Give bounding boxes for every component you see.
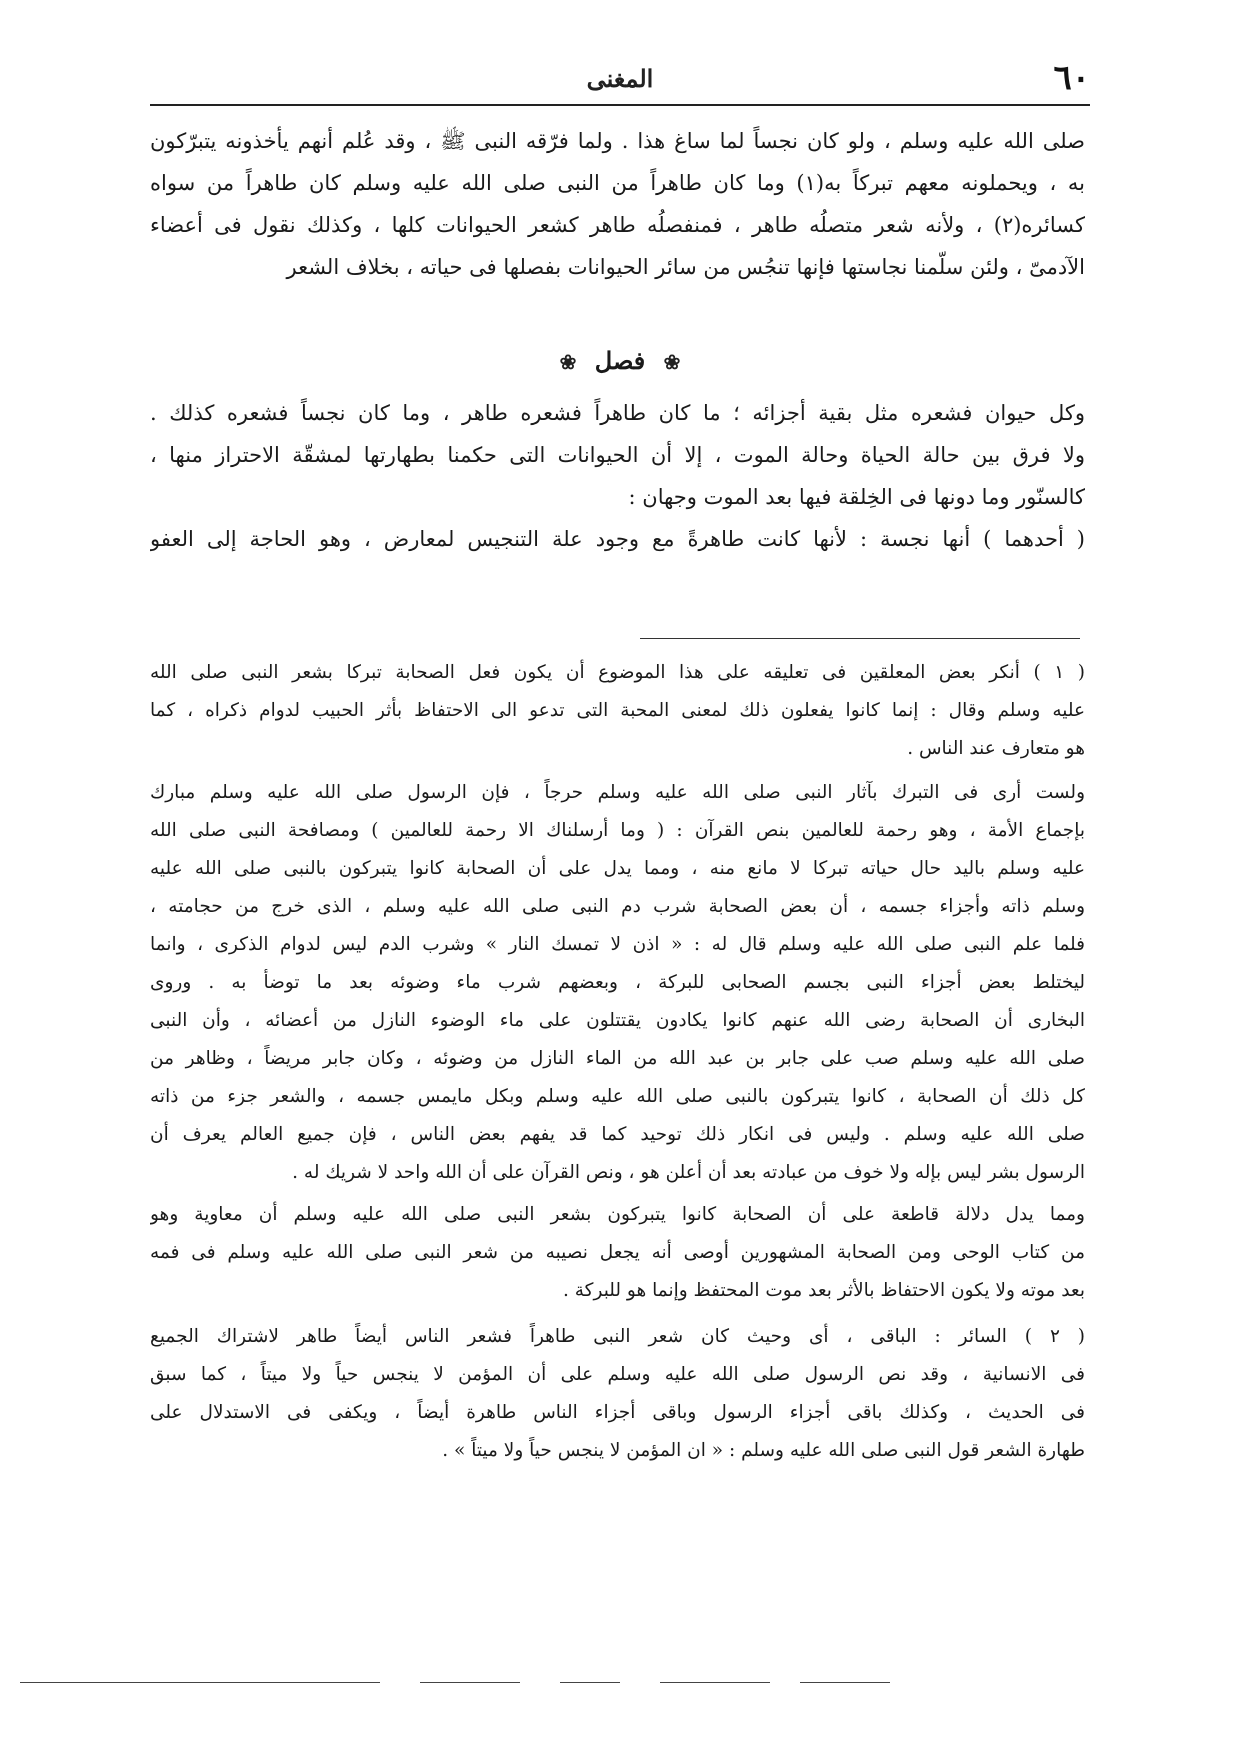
footnote-1-continuation-2	[150, 1196, 1085, 1310]
bottom-rule	[660, 1682, 770, 1683]
footnote-1	[150, 654, 1085, 768]
footnote-line: ولست أرى فى التبرك بآثار النبى صلى الله عليه وسلم حرجاً ، فإن الرسول صلى الله عليه وسلم مبارك	[150, 782, 1085, 803]
text-line: الآدمىّ ، ولئن سلّمنا نجاستها فإنها تنجُس من سائر الحيوانات بفصلها فى حياته ، بخلاف الشعر	[286, 255, 1085, 279]
footnote-line: فلما علم النبى صلى الله عليه وسلم قال له : « اذن لا تمسك النار » وشرب الدم ليس لدوام الذكرى ، وانما	[150, 934, 1085, 955]
footnote-line: كل ذلك أن الصحابة ، كانوا يتبركون بالنبى صلى الله عليه وسلم وبكل مايمس جسمه ، والشعر جزء من ذاته	[150, 1086, 1085, 1107]
text-line: صلى الله عليه وسلم ، ولو كان نجساً لما ساغ هذا . ولما فرّقه النبى ﷺ ، وقد عُلم أنهم يأخذونه يتبرّكون	[150, 129, 1085, 153]
footnote-line: وسلم ذاته وأجزاء جسمه ، أن بعض الصحابة شرب دم النبى صلى الله عليه وسلم ، الذى خرج من حجامته ،	[150, 896, 1085, 917]
text-line: كسائره(٢) ، ولأنه شعر متصلُه طاهر ، فمنفصلُه طاهر كشعر الحيوانات كلها ، وكذلك نقول فى أعضاء	[150, 213, 1085, 237]
text-line: وكل حيوان فشعره مثل بقية أجزائه ؛ ما كان طاهراً فشعره طاهر ، وما كان نجساً فشعره كذلك .	[150, 401, 1085, 425]
footnote-line: ( ٢ ) السائر : الباقى ، أى وحيث كان شعر النبى طاهراً فشعر الناس أيضاً طاهر لاشتراك الجميع	[150, 1326, 1085, 1347]
header-divider	[150, 104, 1090, 106]
footnote-divider	[640, 638, 1080, 639]
ornament-left-icon: ❀	[663, 350, 681, 374]
bottom-rule	[800, 1682, 890, 1683]
page-number: ٦٠	[1053, 58, 1090, 98]
footnote-line: عليه وسلم وقال : إنما كانوا يفعلون ذلك لمعنى المحبة التى تدعو الى الاحتفاظ بأثر الحبيب لدوام ذكراه ، كما	[150, 700, 1085, 721]
book-title: المغنى	[586, 64, 654, 93]
page-header	[150, 58, 1090, 108]
footnote-line: من كتاب الوحى ومن الصحابة المشهورين أوصى أنه يجعل نصيبه من شعر النبى صلى الله عليه وسلم فى فمه	[150, 1242, 1085, 1263]
footnote-line: بعد موته ولا يكون الاحتفاظ بالأثر بعد موت المحتفظ وإنما هو للبركة .	[563, 1280, 1085, 1301]
bottom-rule	[560, 1682, 620, 1683]
footnote-2	[150, 1318, 1085, 1470]
footnote-line: فى الحديث ، وكذلك باقى أجزاء الرسول وباقى أجزاء الناس طاهرة أيضاً ، ويكفى فى الاستدلال على	[150, 1402, 1085, 1423]
section-heading-text: فصل	[594, 346, 646, 375]
footnote-1-continuation	[150, 774, 1085, 1192]
text-line: ولا فرق بين حالة الحياة وحالة الموت ، إلا أن الحيوانات التى حكمنا بطهارتها لمشقّة الاحتراز منها ،	[150, 443, 1085, 467]
footnote-line: الرسول بشر ليس بإله ولا خوف من عبادته بعد أن أعلن هو ، ونص القرآن على أن الله واحد لا شريك له .	[292, 1162, 1085, 1183]
text-line: به ، ويحملونه معهم تبركاً به(١) وما كان طاهراً من النبى صلى الله عليه وسلم كان طاهراً من سواه	[150, 171, 1085, 195]
footnote-line: البخارى أن الصحابة رضى الله عنهم كانوا يكادون يقتتلون على ماء الوضوء النازل من أعضائه ، وأن النبى	[150, 1010, 1085, 1031]
footnote-line: طهارة الشعر قول النبى صلى الله عليه وسلم : « ان المؤمن لا ينجس حياً ولا ميتاً » .	[442, 1440, 1085, 1461]
text-line: كالسنّور وما دونها فى الخِلقة فيها بعد الموت وجهان :	[628, 485, 1085, 509]
footnote-line: صلى الله عليه وسلم . وليس فى انكار ذلك توحيد كما قد يفهم بعض الناس ، فإن جميع العالم يعرف أن	[150, 1124, 1085, 1145]
main-paragraph-2	[150, 392, 1085, 560]
footnote-line: عليه وسلم باليد حال حياته تبركا لا مانع منه ، ومما يدل على أن الصحابة كانوا يتبركون بالنبى صلى الله عليه	[150, 858, 1085, 879]
footnote-line: فى الانسانية ، وقد نص الرسول صلى الله عليه وسلم على أن المؤمن لا ينجس حياً ولا ميتاً ، كما سبق	[150, 1364, 1085, 1385]
ornament-right-icon: ❀	[559, 350, 577, 374]
bottom-rule	[20, 1682, 380, 1683]
main-paragraph-1	[150, 120, 1085, 288]
footnote-line: بإجماع الأمة ، وهو رحمة للعالمين بنص القرآن : ( وما أرسلناك الا رحمة للعالمين ) ومصافحة النبى صلى الله	[150, 820, 1085, 841]
section-heading	[150, 346, 1090, 375]
footnote-line: ليختلط بعض أجزاء النبى بجسم الصحابى للبركة ، وبعضهم شرب ماء وضوئه بعد ما توضأ به . وروى	[150, 972, 1085, 993]
footnote-line: ( ١ ) أنكر بعض المعلقين فى تعليقه على هذا الموضوع أن يكون فعل الصحابة تبركا بشعر النبى صلى الله	[150, 662, 1085, 683]
footnote-line: هو متعارف عند الناس .	[907, 738, 1085, 759]
footnote-line: صلى الله عليه وسلم صب على جابر بن عبد الله من الماء النازل من وضوئه ، وكان جابر مريضاً ، وظاهر من	[150, 1048, 1085, 1069]
bottom-rule	[420, 1682, 520, 1683]
footnote-line: ومما يدل دلالة قاطعة على أن الصحابة كانوا يتبركون بشعر النبى صلى الله عليه وسلم أن معاوية وهو	[150, 1204, 1085, 1225]
text-line: ( أحدهما ) أنها نجسة : لأنها كانت طاهرةً مع وجود علة التنجيس لمعارض ، وهو الحاجة إلى العفو	[150, 527, 1085, 551]
